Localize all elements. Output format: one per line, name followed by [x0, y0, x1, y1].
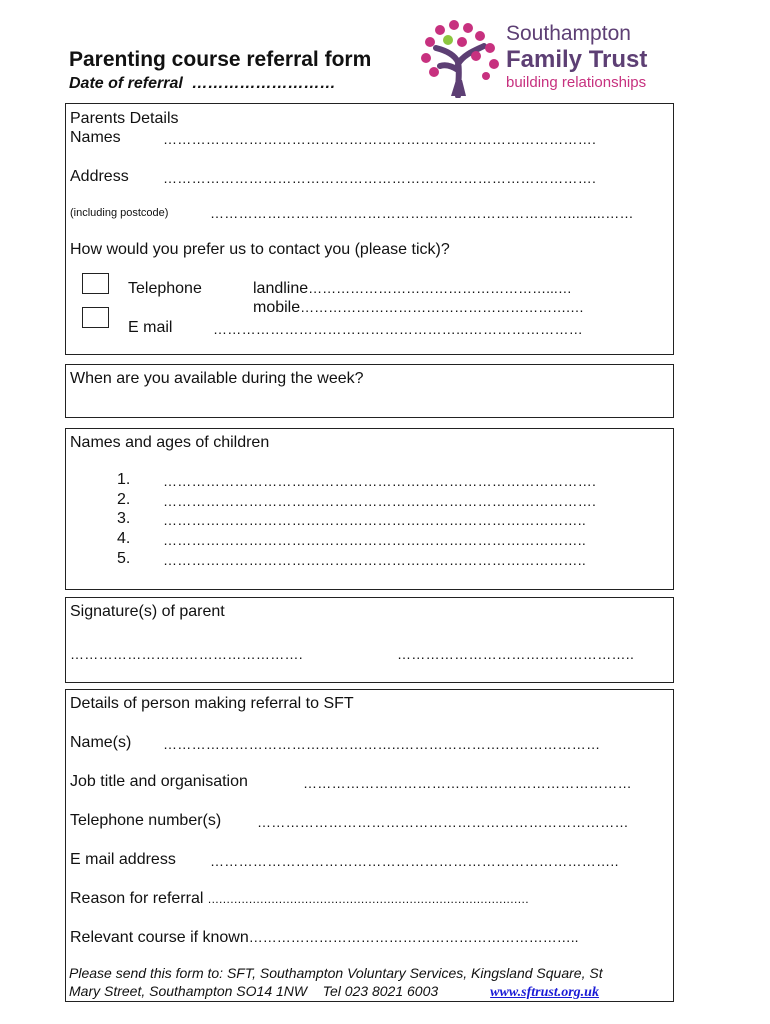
child-number-4: 4.: [117, 530, 131, 547]
southampton-family-trust-logo: [418, 20, 668, 98]
landline-field[interactable]: landline……………………………………………...…: [253, 280, 572, 297]
referrer-section: [65, 689, 674, 1002]
landline-label: landline: [253, 280, 309, 297]
child-field-5[interactable]: ……………………………………………………………………………..: [163, 552, 587, 568]
signature-field-1[interactable]: ………………………………………….: [70, 646, 303, 662]
logo-tagline: building relationships: [506, 74, 647, 91]
parents-heading: Parents Details: [70, 110, 179, 127]
signature-section: [65, 597, 674, 683]
availability-question: When are you available during the week?: [70, 370, 364, 387]
form-title: Parenting course referral form: [69, 48, 372, 71]
child-field-4[interactable]: ……………………………………………………………………………..: [163, 532, 587, 548]
logo-org-line1: Southampton: [506, 22, 631, 45]
postcode-field[interactable]: ………………………………………………………………….........……: [210, 205, 634, 221]
child-field-3[interactable]: ……………………………………………………………………………..: [163, 512, 587, 528]
child-number-1: 1.: [117, 471, 131, 488]
job-title-label: Job title and organisation: [70, 773, 248, 790]
mobile-field[interactable]: mobile………………………………………………….…: [253, 299, 585, 316]
website-link[interactable]: www.sftrust.org.uk: [490, 985, 599, 1000]
course-label: Relevant course if known: [70, 929, 249, 946]
logo-org-line2: Family Trust: [506, 46, 648, 73]
address-field[interactable]: ……………………………………………………………………………….: [163, 170, 597, 186]
mobile-label: mobile: [253, 299, 301, 316]
date-label: Date of referral: [69, 75, 183, 92]
referrer-name-field[interactable]: …………………………………………..……………………………………: [163, 736, 601, 752]
signature-heading: Signature(s) of parent: [70, 603, 225, 620]
child-field-2[interactable]: ……………………………………………………………………………….: [163, 493, 597, 509]
names-label: Names: [70, 129, 121, 146]
children-heading: Names and ages of children: [70, 434, 270, 451]
referrer-name-label: Name(s): [70, 734, 132, 751]
footer-line2-row: [69, 982, 603, 1002]
reason-label: Reason for referral: [70, 890, 204, 907]
footer-line2: Mary Street, Southampton SO14 1NW: [69, 983, 308, 999]
child-field-1[interactable]: ……………………………………………………………………………….: [163, 473, 597, 489]
referrer-phone-field[interactable]: ……………………………………………………………………: [257, 814, 629, 830]
telephone-label: Telephone: [128, 280, 202, 297]
parents-details-section: [65, 103, 674, 355]
telephone-checkbox[interactable]: [82, 273, 109, 294]
contact-question: How would you prefer us to contact you (please tick)?: [70, 241, 450, 258]
referrer-phone-label: Telephone number(s): [70, 812, 222, 829]
date-of-referral[interactable]: [69, 75, 336, 93]
reason-field[interactable]: Reason for referral ......................................................................................: [70, 890, 529, 907]
contact-email-field[interactable]: ……………………………………………...……………………: [213, 321, 584, 337]
children-section: [65, 428, 674, 590]
address-label: Address: [70, 168, 129, 185]
email-checkbox[interactable]: [82, 307, 109, 328]
signature-field-2[interactable]: …………………………………………..: [397, 646, 635, 662]
availability-section: [65, 364, 674, 418]
tree-logo-icon: [418, 20, 504, 98]
child-number-2: 2.: [117, 491, 131, 508]
names-field[interactable]: ……………………………………………………………………………….: [163, 131, 597, 147]
referrer-heading: Details of person making referral to SFT: [70, 695, 354, 712]
referrer-email-field[interactable]: …………………………………………………………………………..: [210, 853, 619, 869]
child-number-3: 3.: [117, 510, 131, 527]
course-field[interactable]: Relevant course if known……………………………………………………………..: [70, 929, 579, 946]
date-dots: ………………………: [191, 75, 336, 92]
child-number-5: 5.: [117, 550, 131, 567]
email-label: E mail: [128, 319, 173, 336]
job-title-field[interactable]: ……………………………………………………………: [303, 775, 632, 791]
footer-line1: Please send this form to: SFT, Southampton Voluntary Services, Kingsland Square, St: [69, 965, 603, 981]
postcode-label: (including postcode): [70, 207, 169, 219]
footer-tel: Tel 023 8021 6003: [322, 983, 439, 999]
referrer-email-label: E mail address: [70, 851, 176, 868]
footer-instructions: [69, 964, 603, 1002]
